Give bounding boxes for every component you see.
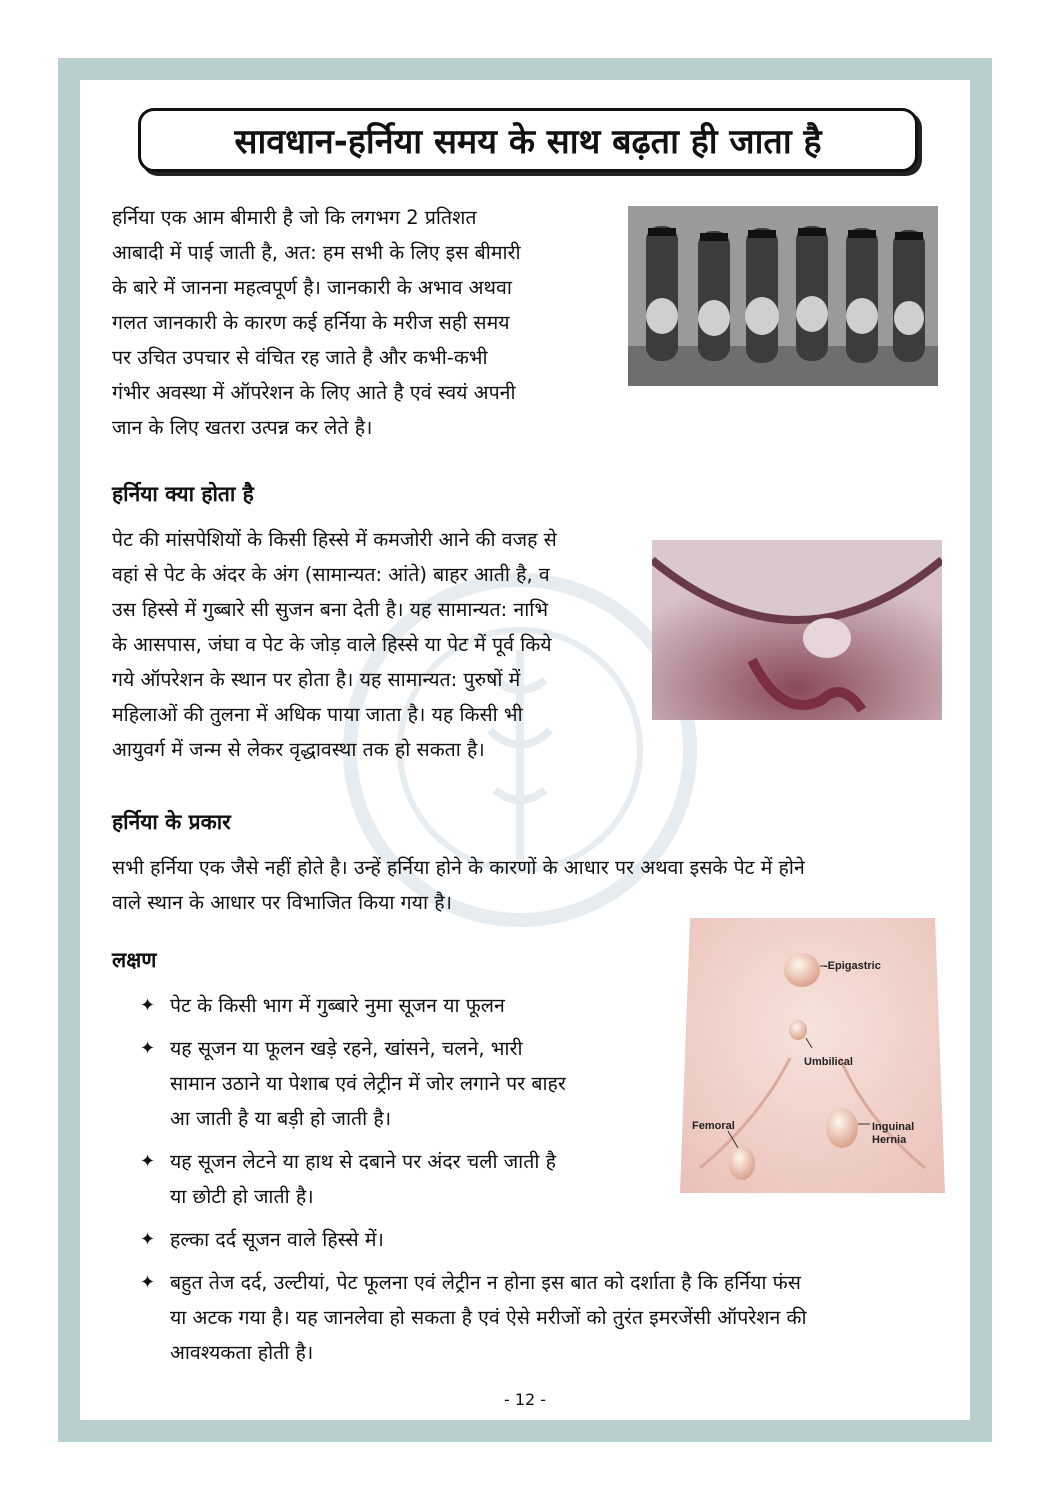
text-line: पर उचित उपचार से वंचित रह जाते है और कभी-कभी [112, 346, 488, 369]
text-line: गये ऑपरेशन के स्थान पर होता है। यह सामान्यत: पुरुषों में [112, 668, 521, 691]
group-photo [628, 206, 938, 386]
label-hernia: Hernia [872, 1134, 907, 1146]
text-line: के आसपास, जंघा व पेट के जोड़ वाले हिस्से या पेट में पूर्व किये [112, 633, 552, 656]
section-heading-what: हर्निया क्या होता है [112, 482, 254, 506]
text-line: आबादी में पाई जाती है, अत: हम सभी के लिए इस बीमारी [112, 241, 521, 264]
text-line: वाले स्थान के आधार पर विभाजित किया गया है। [112, 891, 452, 914]
what-paragraph [112, 522, 642, 767]
text-line: यह सूजन या फूलन खड़े रहने, खांसने, चलने, भारी [170, 1037, 523, 1060]
text-line: गलत जानकारी के कारण कई हर्निया के मरीज सही समय [112, 311, 510, 334]
text-line: उस हिस्से में गुब्बारे सी सुजन बना देती है। यह सामान्यत: नाभि [112, 598, 549, 621]
text-line: या छोटी हो जाती है। [170, 1185, 314, 1208]
text-line: हल्का दर्द सूजन वाले हिस्से में। [170, 1228, 384, 1251]
star-bullet-icon: ✦ [140, 995, 156, 1016]
text-line: हर्निया एक आम बीमारी है जो कि लगभग 2 प्रतिशत [112, 206, 477, 229]
list-item [140, 1265, 940, 1370]
star-bullet-icon: ✦ [140, 1229, 156, 1250]
label-umbilical: Umbilical [804, 1056, 853, 1068]
types-paragraph [112, 850, 942, 920]
text-line: महिलाओं की तुलना में अधिक पाया जाता है। यह किसी भी [112, 703, 523, 726]
text-line: पेट की मांसपेशियों के किसी हिस्से में कमजोरी आने की वजह से [112, 528, 557, 551]
text-line: आयुवर्ग में जन्म से लेकर वृद्धावस्था तक हो सकता है। [112, 738, 485, 761]
hernia-types-diagram [680, 918, 945, 1193]
text-line: गंभीर अवस्था में ऑपरेशन के लिए आते है एवं स्वयं अपनी [112, 381, 516, 404]
text-line: बहुत तेज दर्द, उल्टीयां, पेट फूलना एवं लेट्रीन न होना इस बात को दर्शाता है कि हर्निया फंस [170, 1271, 801, 1294]
text-line: या अटक गया है। यह जानलेवा हो सकता है एवं ऐसे मरीजों को तुरंत इमरजेंसी ऑपरेशन की [170, 1306, 807, 1329]
text-line: वहां से पेट के अंदर के अंग (सामान्यत: आंते) बाहर आती है, व [112, 563, 550, 586]
star-bullet-icon: ✦ [140, 1038, 156, 1059]
section-heading-types: हर्निया के प्रकार [112, 810, 231, 834]
label-epigastric: -Epigastric [824, 960, 881, 972]
page-number: - 12 - [503, 1390, 547, 1409]
text-line: पेट के किसी भाग में गुब्बारे नुमा सूजन या फूलन [170, 994, 505, 1017]
text-line: आवश्यकता होती है। [170, 1341, 314, 1364]
hernia-photo [652, 540, 942, 720]
label-femoral: Femoral [692, 1120, 735, 1132]
star-bullet-icon: ✦ [140, 1151, 156, 1172]
text-line: के बारे में जानना महत्वपूर्ण है। जानकारी के अभाव अथवा [112, 276, 512, 299]
section-heading-symptoms: लक्षण [112, 948, 157, 972]
text-line: सामान उठाने या पेशाब एवं लेट्रीन में जोर लगाने पर बाहर [170, 1072, 566, 1095]
label-inguinal: Inguinal [872, 1121, 915, 1133]
list-item [140, 1222, 940, 1257]
intro-paragraph [112, 200, 617, 445]
text-line: आ जाती है या बड़ी हो जाती है। [170, 1107, 392, 1130]
text-line: यह सूजन लेटने या हाथ से दबाने पर अंदर चली जाती है [170, 1150, 556, 1173]
text-line: सभी हर्निया एक जैसे नहीं होते है। उन्हें हर्निया होने के कारणों के आधार पर अथवा इसके पेट में होने [112, 856, 805, 879]
text-line: जान के लिए खतरा उत्पन्न कर लेते है। [112, 416, 373, 439]
page-title: सावधान-हर्निया समय के साथ बढ़ता ही जाता है [138, 108, 918, 172]
star-bullet-icon: ✦ [140, 1272, 156, 1293]
